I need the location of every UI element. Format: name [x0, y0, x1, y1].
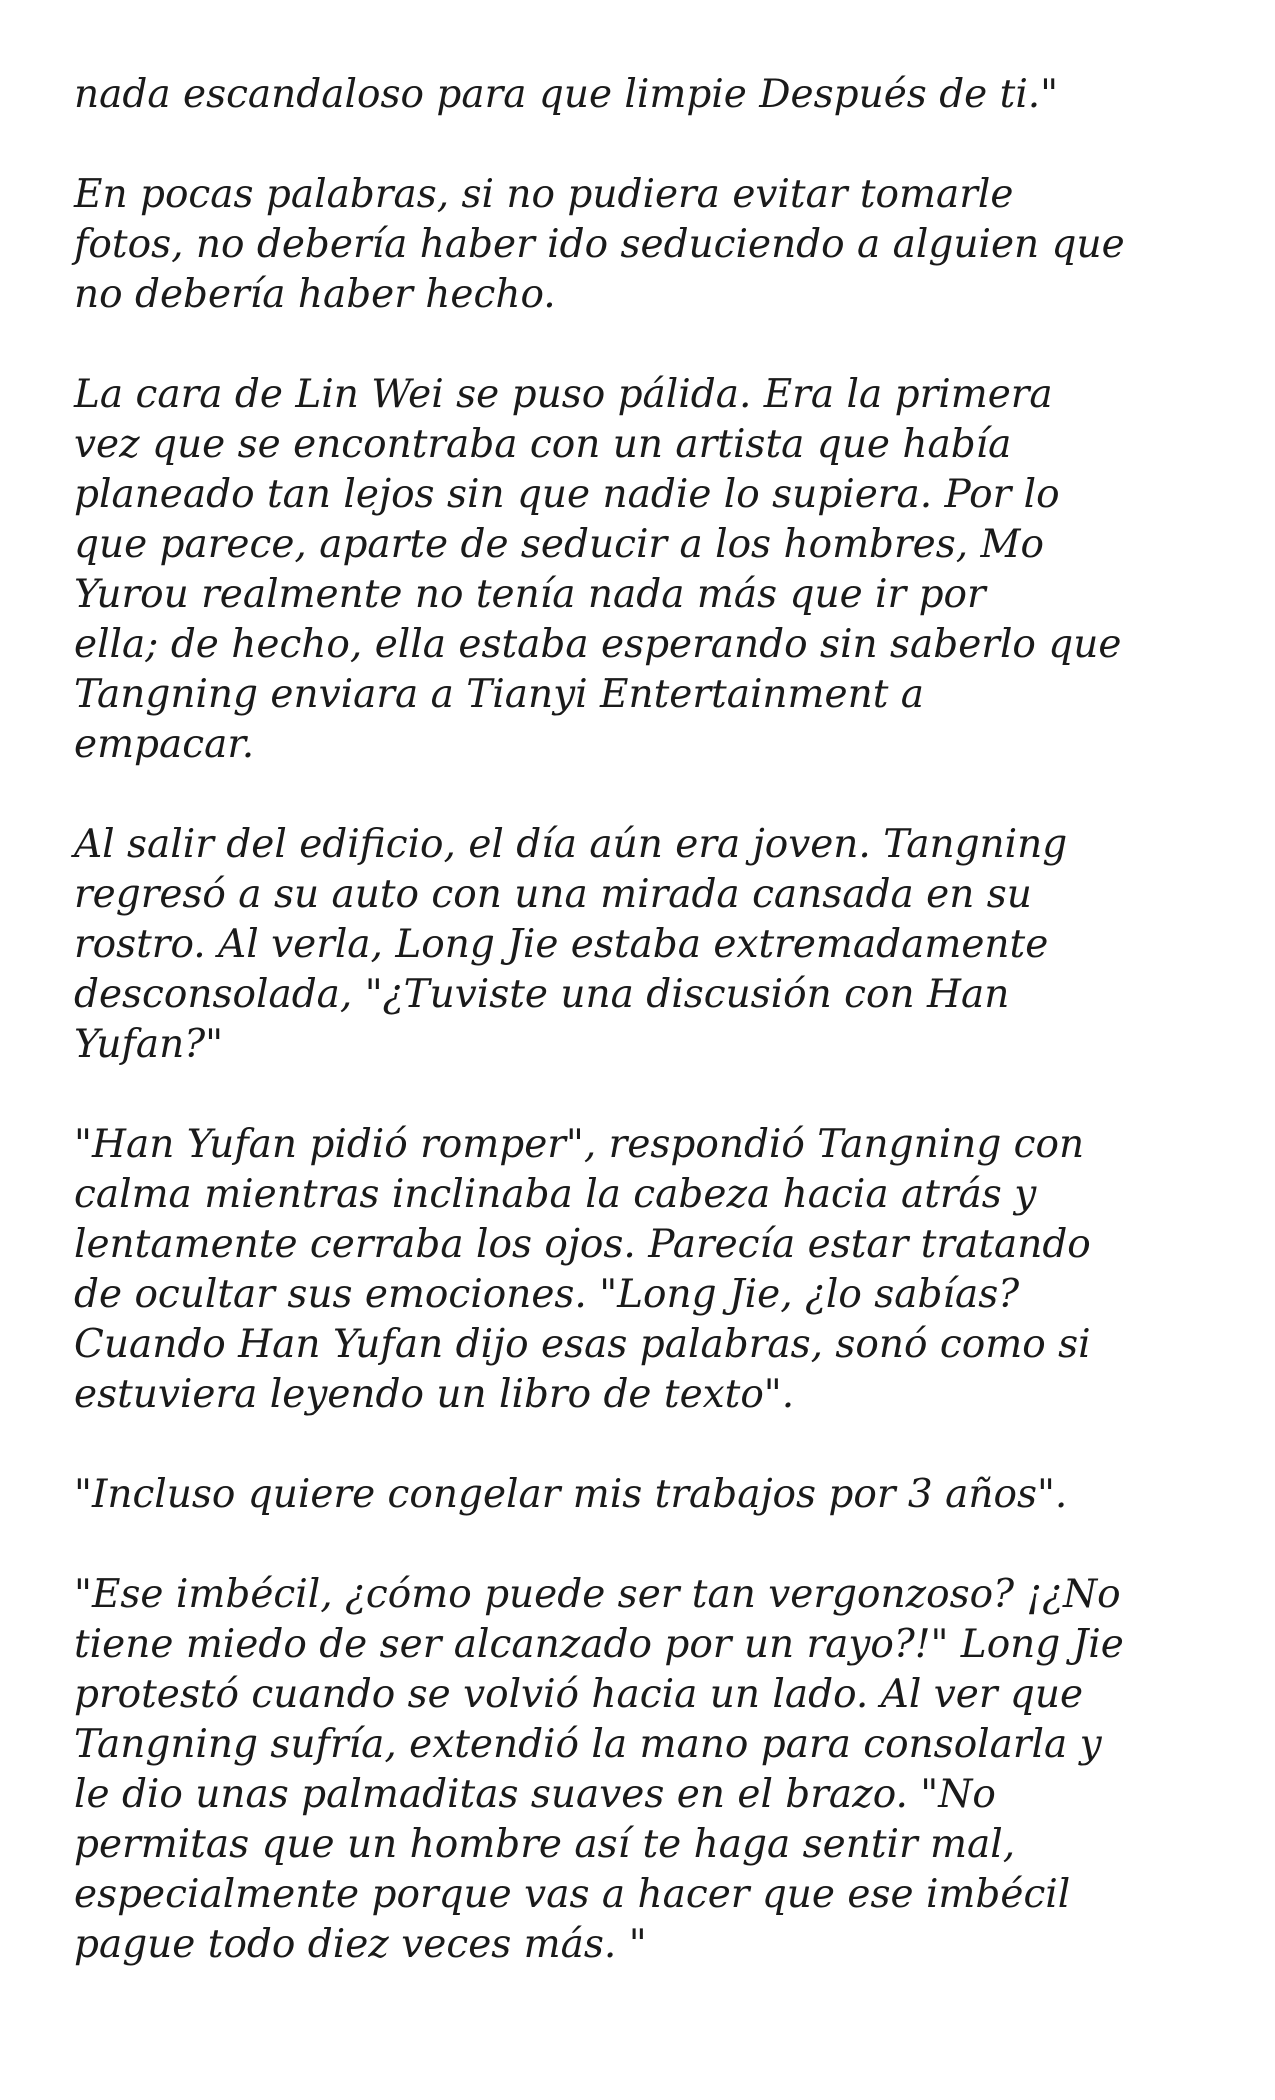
- text-line: "Incluso quiere congelar mis trabajos por 3 años".: [74, 1472, 1068, 1517]
- paragraph-2: [74, 170, 1214, 320]
- paragraph-4: [74, 820, 1214, 1070]
- text-line: le dio unas palmaditas suaves en el brazo. "No: [74, 1772, 996, 1817]
- text-line: que parece, aparte de seducir a los hombres, Mo: [74, 522, 1044, 567]
- text-line: protestó cuando se volvió hacia un lado. Al ver que: [74, 1672, 1084, 1717]
- text-line: empacar.: [74, 722, 255, 767]
- text-line: La cara de Lin Wei se puso pálida. Era la primera: [74, 372, 1053, 417]
- paragraph-6: [74, 1470, 1214, 1520]
- text-line: calma mientras inclinaba la cabeza hacia atrás y: [74, 1172, 1037, 1217]
- document-page: [74, 70, 1214, 2020]
- text-line: desconsolada, "¿Tuviste una discusión con Han: [74, 972, 1010, 1017]
- text-line: permitas que un hombre así te haga sentir mal,: [74, 1822, 1016, 1867]
- paragraph-5: [74, 1120, 1214, 1420]
- text-line: vez que se encontraba con un artista que había: [74, 422, 1012, 467]
- text-line: tiene miedo de ser alcanzado por un rayo?!" Long Jie: [74, 1622, 1124, 1667]
- text-line: ella; de hecho, ella estaba esperando sin saberlo que: [74, 622, 1122, 667]
- text-line: Tangning enviara a Tianyi Entertainment a: [74, 672, 925, 717]
- text-line: estuviera leyendo un libro de texto".: [74, 1372, 795, 1417]
- text-line: especialmente porque vas a hacer que ese imbécil: [74, 1872, 1071, 1917]
- text-line: En pocas palabras, si no pudiera evitar tomarle: [74, 172, 1014, 217]
- text-line: nada escandaloso para que limpie Después de ti.": [74, 72, 1059, 117]
- text-line: Al salir del edificio, el día aún era joven. Tangning: [74, 822, 1068, 867]
- paragraph-7: [74, 1570, 1214, 1970]
- text-line: lentamente cerraba los ojos. Parecía estar tratando: [74, 1222, 1091, 1267]
- text-line: planeado tan lejos sin que nadie lo supiera. Por lo: [74, 472, 1060, 517]
- text-line: pague todo diez veces más. ": [74, 1922, 647, 1967]
- text-line: "Ese imbécil, ¿cómo puede ser tan vergonzoso? ¡¿No: [74, 1572, 1121, 1617]
- text-line: Yurou realmente no tenía nada más que ir por: [74, 572, 986, 617]
- text-line: "Han Yufan pidió romper", respondió Tangning con: [74, 1122, 1085, 1167]
- text-line: Yufan?": [74, 1022, 224, 1067]
- text-line: de ocultar sus emociones. "Long Jie, ¿lo sabías?: [74, 1272, 1020, 1317]
- text-line: Cuando Han Yufan dijo esas palabras, sonó como si: [74, 1322, 1091, 1367]
- paragraph-3: [74, 370, 1214, 770]
- paragraph-1: [74, 70, 1214, 120]
- text-line: regresó a su auto con una mirada cansada en su: [74, 872, 1032, 917]
- text-line: fotos, no debería haber ido seduciendo a alguien que: [74, 222, 1125, 267]
- text-line: no debería haber hecho.: [74, 272, 556, 317]
- text-line: rostro. Al verla, Long Jie estaba extremadamente: [74, 922, 1049, 967]
- text-line: Tangning sufría, extendió la mano para consolarla y: [74, 1722, 1102, 1767]
